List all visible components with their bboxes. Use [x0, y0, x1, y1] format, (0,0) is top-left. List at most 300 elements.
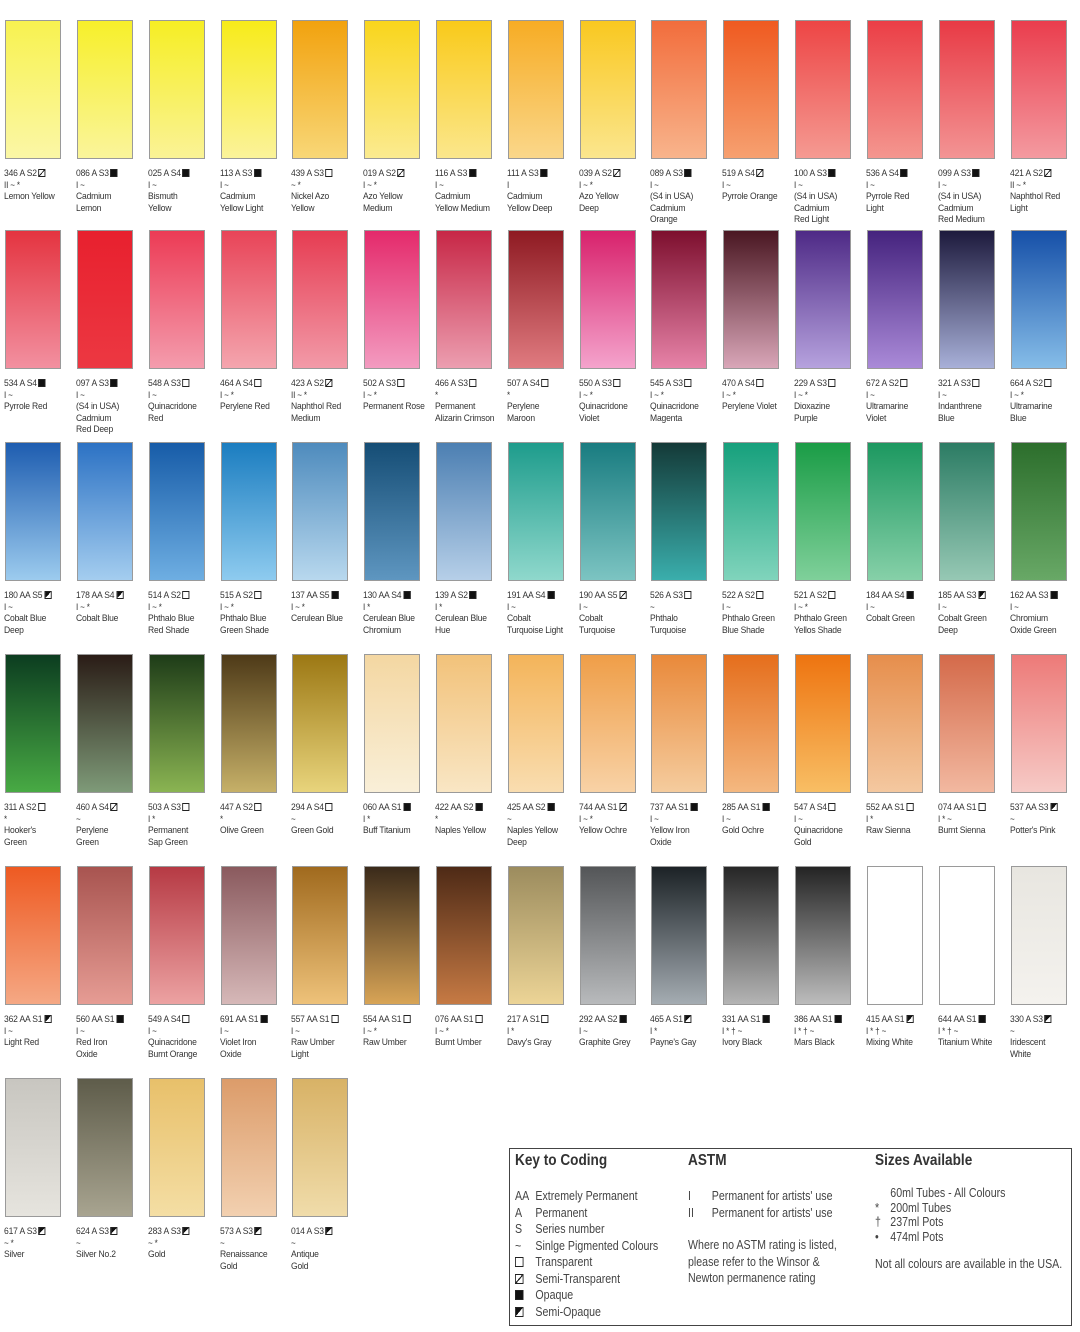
- colour-code: 039 A S2: [579, 168, 612, 179]
- colour-code: 534 A S4: [4, 378, 37, 389]
- colour-swatch: [580, 230, 636, 369]
- transparent-symbol-icon: [326, 803, 333, 811]
- colour-name: Red Deep: [76, 424, 114, 435]
- astm-rating: I *: [435, 601, 443, 612]
- astm-rating: I * † ~: [938, 1025, 959, 1036]
- swatch-label: [291, 1226, 350, 1272]
- swatch-label: [938, 590, 997, 636]
- colour-swatch: [149, 20, 205, 159]
- colour-name: Quinacridone: [650, 401, 699, 412]
- colour-code: 464 A S4: [220, 378, 253, 389]
- colour-code: 184 AA S4: [866, 590, 905, 601]
- swatch-label: [866, 1014, 925, 1049]
- colour-name: Cadmium: [938, 202, 974, 214]
- opaque-symbol-icon: [762, 803, 769, 811]
- colour-swatch: [1011, 866, 1067, 1005]
- astm-rating: I *: [148, 813, 156, 824]
- astm-rating: I *: [363, 601, 371, 612]
- colour-name: Green Shade: [220, 624, 269, 636]
- colour-name: Maroon: [507, 412, 535, 424]
- opaque-symbol-icon: [685, 169, 692, 177]
- opaque-symbol-icon: [978, 1015, 985, 1023]
- colour-swatch: [1011, 230, 1067, 369]
- astm-rating: I ~ *: [1010, 389, 1024, 400]
- key-code: A: [515, 1205, 523, 1220]
- colour-swatch: [580, 442, 636, 581]
- astm-rating: I ~ *: [794, 601, 808, 612]
- astm-rating: I ~ *: [363, 179, 377, 190]
- colour-name: Burnt Umber: [435, 1037, 482, 1048]
- astm-note-line: Where no ASTM rating is listed,: [688, 1238, 837, 1252]
- key-code: [515, 1288, 535, 1302]
- colour-code: 089 A S3: [650, 168, 683, 179]
- semi-transparent-symbol-icon: [1045, 169, 1052, 177]
- key-row: [515, 1305, 601, 1319]
- colour-name: Mars Black: [794, 1037, 835, 1048]
- key-code: •: [875, 1229, 879, 1244]
- colour-name: Red Light: [794, 214, 829, 225]
- astm-rating: I ~: [148, 389, 157, 400]
- colour-name: Violet: [866, 412, 887, 424]
- astm-rating: I ~: [866, 179, 875, 190]
- key-row: [515, 1272, 620, 1286]
- swatch-label: [507, 590, 566, 636]
- colour-name: Cobalt: [579, 613, 603, 624]
- colour-name: Green: [4, 836, 27, 848]
- colour-swatch: [1011, 654, 1067, 793]
- key-row: [688, 1189, 833, 1203]
- colour-swatch: [867, 20, 923, 159]
- opaque-symbol-icon: [116, 1015, 123, 1023]
- astm-rating: I ~: [866, 389, 875, 400]
- colour-code: 545 A S3: [650, 378, 683, 389]
- astm-rating: I ~: [148, 179, 157, 190]
- colour-code: 522 A S2: [722, 590, 755, 601]
- astm-rating: I ~ *: [291, 601, 305, 612]
- opaque-symbol-icon: [111, 169, 118, 177]
- colour-name: Bismuth: [148, 191, 178, 202]
- colour-swatch: [651, 654, 707, 793]
- colour-swatch: [723, 230, 779, 369]
- colour-code: 100 A S3: [794, 168, 827, 179]
- astm-rating: I ~: [579, 601, 588, 612]
- colour-name: Red Iron: [76, 1037, 108, 1048]
- colour-swatch: [508, 654, 564, 793]
- swatch-label: [650, 802, 709, 848]
- colour-name: Raw Sienna: [866, 825, 911, 836]
- colour-name: Cadmium: [794, 202, 830, 214]
- transparent-symbol-icon: [829, 591, 836, 599]
- swatch-label: [794, 168, 853, 226]
- colour-name: Gold: [291, 1260, 309, 1272]
- colour-name: Oxide Green: [1010, 624, 1057, 636]
- astm-rating: I ~: [938, 179, 947, 190]
- semi-opaque-symbol-icon: [111, 1227, 118, 1235]
- astm-rating: I ~: [1010, 601, 1019, 612]
- colour-swatch: [436, 654, 492, 793]
- colour-swatch: [5, 442, 61, 581]
- colour-name: Turquoise Light: [507, 624, 563, 636]
- astm-rating: I ~: [794, 179, 803, 190]
- semi-transparent-symbol-icon: [619, 803, 626, 811]
- astm-rating: I ~ *: [220, 601, 234, 612]
- astm-rating: I ~: [4, 389, 13, 400]
- colour-name: Phthalo Green: [722, 613, 775, 624]
- astm-rating: I * ~: [938, 813, 952, 824]
- astm-rating: I ~: [76, 1025, 85, 1036]
- colour-swatch: [651, 866, 707, 1005]
- sizes-note: Not all colours are available in the USA.: [875, 1257, 1063, 1271]
- astm-rating: ~: [291, 1237, 296, 1248]
- colour-name: Gold: [794, 836, 812, 848]
- colour-code: 421 A S2: [1010, 168, 1043, 179]
- semi-transparent-symbol-icon: [515, 1274, 524, 1284]
- colour-name: Cobalt: [507, 613, 531, 624]
- opaque-symbol-icon: [834, 1015, 841, 1023]
- astm-rating: II ~ *: [1010, 179, 1026, 190]
- colour-name: Cobalt Blue: [76, 613, 119, 624]
- astm-rating: I ~: [866, 601, 875, 612]
- colour-swatch: [939, 230, 995, 369]
- colour-code: 330 A S3: [1010, 1014, 1043, 1025]
- swatch-label: [579, 590, 638, 636]
- key-row: [515, 1189, 638, 1203]
- opaque-symbol-icon: [690, 803, 697, 811]
- colour-name: Yellow Deep: [507, 202, 553, 214]
- swatch-label: [507, 802, 566, 848]
- colour-name: Cobalt Blue: [4, 613, 47, 624]
- colour-code: 552 AA S1: [866, 802, 905, 813]
- astm-rating: I ~: [220, 1025, 229, 1036]
- astm-rating: I ~ *: [579, 813, 593, 824]
- colour-code: 547 A S4: [794, 802, 827, 813]
- swatch-label: [4, 590, 63, 636]
- swatch-label: [76, 168, 135, 214]
- astm-rating: ~ *: [4, 1237, 14, 1248]
- colour-swatch: [77, 1078, 133, 1217]
- colour-swatch: [723, 20, 779, 159]
- swatch-label: [4, 378, 63, 413]
- colour-name: Cadmium: [650, 202, 686, 214]
- transparent-symbol-icon: [403, 1015, 410, 1023]
- colour-swatch: [508, 866, 564, 1005]
- colour-code: 099 A S3: [938, 168, 971, 179]
- colour-swatch: [292, 1078, 348, 1217]
- colour-code: 737 AA S1: [650, 802, 689, 813]
- colour-swatch: [939, 442, 995, 581]
- astm-rating: I ~: [722, 813, 731, 824]
- transparent-symbol-icon: [255, 803, 262, 811]
- semi-opaque-symbol-icon: [1045, 1015, 1052, 1023]
- opaque-symbol-icon: [254, 169, 261, 177]
- transparent-symbol-icon: [183, 591, 190, 599]
- transparent-symbol-icon: [183, 1015, 190, 1023]
- swatch-label: [794, 378, 853, 424]
- colour-name: Permanent: [435, 401, 476, 412]
- colour-swatch: [292, 442, 348, 581]
- colour-swatch: [1011, 442, 1067, 581]
- colour-code: 460 A S4: [76, 802, 109, 813]
- astm-rating: I ~ *: [148, 601, 162, 612]
- transparent-symbol-icon: [829, 803, 836, 811]
- colour-name: Orange: [650, 214, 678, 225]
- colour-name: Pyrrole Orange: [722, 191, 778, 202]
- colour-name: Azo Yellow: [579, 191, 619, 202]
- colour-code: 346 A S2: [4, 168, 37, 179]
- swatch-label: [291, 590, 350, 625]
- astm-rating: ~ *: [291, 179, 301, 190]
- swatch-label: [220, 378, 279, 413]
- key-row: [515, 1288, 573, 1302]
- colour-name: White: [1010, 1048, 1031, 1060]
- colour-code: 664 A S2: [1010, 378, 1043, 389]
- key-code: [515, 1305, 535, 1319]
- colour-code: 060 AA S1: [363, 802, 402, 813]
- swatch-label: [4, 168, 63, 203]
- astm-rating: ~: [1010, 1025, 1015, 1036]
- key-row: [875, 1230, 943, 1244]
- colour-swatch: [651, 20, 707, 159]
- colour-swatch: [580, 654, 636, 793]
- opaque-symbol-icon: [619, 1015, 626, 1023]
- astm-rating: I ~: [4, 601, 13, 612]
- colour-name: Yellow: [148, 202, 172, 214]
- colour-name: Pyrrole Red: [866, 191, 910, 202]
- colour-code: 111 A S3: [507, 168, 539, 179]
- astm-rating: I ~: [76, 179, 85, 190]
- key-row: [515, 1255, 592, 1269]
- astm-rating: ~: [1010, 813, 1015, 824]
- opaque-symbol-icon: [111, 379, 118, 387]
- colour-code: 672 A S2: [866, 378, 899, 389]
- colour-code: 554 AA S1: [363, 1014, 402, 1025]
- astm-rating: ~ *: [148, 1237, 158, 1248]
- semi-opaque-symbol-icon: [255, 1227, 262, 1235]
- opaque-symbol-icon: [762, 1015, 769, 1023]
- colour-name: Chromium: [363, 624, 401, 636]
- astm-rating: I ~: [4, 1025, 13, 1036]
- colour-code: 113 A S3: [220, 168, 253, 179]
- colour-swatch: [723, 654, 779, 793]
- semi-transparent-symbol-icon: [614, 169, 621, 177]
- swatch-label: [363, 168, 422, 214]
- swatch-label: [938, 168, 997, 226]
- swatch-label: [148, 1014, 207, 1060]
- astm-rating: I ~: [722, 179, 731, 190]
- colour-swatch: [867, 442, 923, 581]
- key-code: [515, 1272, 535, 1286]
- colour-swatch: [77, 442, 133, 581]
- colour-name: Phthalo: [650, 613, 678, 624]
- swatch-label: [148, 590, 207, 636]
- colour-code: 217 A S1: [507, 1014, 540, 1025]
- colour-name: Cadmium: [76, 412, 112, 424]
- swatch-label: [794, 802, 853, 848]
- colour-name: Magenta: [650, 412, 683, 424]
- colour-swatch: [364, 866, 420, 1005]
- semi-opaque-symbol-icon: [326, 1227, 333, 1235]
- key-panel: [509, 1148, 1072, 1326]
- semi-transparent-symbol-icon: [111, 803, 118, 811]
- swatch-label: [435, 802, 494, 837]
- colour-name: Oxide: [76, 1048, 98, 1060]
- opaque-symbol-icon: [547, 591, 554, 599]
- opaque-symbol-icon: [260, 1015, 267, 1023]
- colour-swatch: [5, 230, 61, 369]
- colour-code: 423 A S2: [291, 378, 324, 389]
- colour-name: Quinacridone: [794, 825, 843, 836]
- key-row: [688, 1206, 833, 1220]
- colour-name: Purple: [794, 412, 818, 424]
- colour-name: Cobalt Green: [938, 613, 987, 624]
- astm-rating: I * † ~: [722, 1025, 743, 1036]
- swatch-label: [722, 1014, 781, 1049]
- colour-code: 185 AA S3: [938, 590, 977, 601]
- colour-swatch: [508, 20, 564, 159]
- colour-swatch: [795, 654, 851, 793]
- colour-code: 229 A S3: [794, 378, 827, 389]
- key-row: [515, 1206, 587, 1220]
- colour-swatch: [364, 20, 420, 159]
- colour-code: 536 A S4: [866, 168, 899, 179]
- key-code: ~: [515, 1238, 522, 1253]
- swatch-label: [1010, 168, 1069, 214]
- colour-code: 519 A S4: [722, 168, 755, 179]
- swatch-label: [579, 168, 638, 214]
- transparent-symbol-icon: [470, 379, 477, 387]
- colour-name: Permanent Rose: [363, 401, 425, 412]
- colour-code: 362 AA S1: [4, 1014, 43, 1025]
- key-row: [875, 1186, 1005, 1200]
- colour-swatch: [436, 20, 492, 159]
- colour-name: Red Shade: [148, 624, 190, 636]
- colour-name: Naples Yellow: [435, 825, 486, 836]
- colour-name: Medium: [291, 412, 321, 424]
- colour-code: 470 A S4: [722, 378, 755, 389]
- colour-code: 425 AA S2: [507, 802, 546, 813]
- transparent-symbol-icon: [973, 379, 980, 387]
- opaque-symbol-icon: [829, 169, 836, 177]
- colour-code: 617 A S3: [4, 1226, 37, 1237]
- colour-name: Indanthrene: [938, 401, 982, 412]
- colour-code: 285 AA S1: [722, 802, 761, 813]
- astm-rating: I ~: [579, 1025, 588, 1036]
- colour-name: Turquoise: [579, 624, 616, 636]
- key-label: Permanent: [535, 1205, 588, 1220]
- swatch-label: [291, 168, 350, 214]
- swatch-label: [507, 378, 566, 424]
- swatch-label: [363, 802, 422, 837]
- colour-name: Gold: [220, 1260, 238, 1272]
- swatch-label: [722, 168, 781, 203]
- colour-name: Lemon Yellow: [4, 191, 55, 202]
- colour-name: Naples Yellow: [507, 825, 558, 836]
- colour-swatch: [149, 1078, 205, 1217]
- semi-opaque-symbol-icon: [44, 1015, 51, 1023]
- colour-name: Dioxazine: [794, 401, 830, 412]
- transparent-symbol-icon: [1045, 379, 1052, 387]
- opaque-symbol-icon: [470, 591, 477, 599]
- colour-name: Turquoise: [650, 624, 687, 636]
- astm-rating: I ~: [938, 389, 947, 400]
- colour-swatch: [149, 230, 205, 369]
- swatch-label: [866, 802, 925, 837]
- swatch-label: [722, 590, 781, 636]
- colour-code: 019 A S2: [363, 168, 396, 179]
- colour-swatch: [292, 230, 348, 369]
- colour-code: 076 AA S1: [435, 1014, 474, 1025]
- colour-name: Medium: [363, 202, 393, 214]
- colour-name: Pyrrole Red: [4, 401, 48, 412]
- transparent-symbol-icon: [515, 1257, 524, 1267]
- colour-code: 507 A S4: [507, 378, 540, 389]
- colour-swatch: [580, 20, 636, 159]
- colour-code: 025 A S4: [148, 168, 181, 179]
- colour-name: Phthalo Green: [794, 613, 847, 624]
- astm-rating: *: [435, 389, 438, 400]
- swatch-label: [794, 590, 853, 636]
- astm-rating: I ~: [220, 179, 229, 190]
- swatch-label: [76, 1014, 135, 1060]
- colour-swatch: [651, 442, 707, 581]
- colour-swatch: [221, 442, 277, 581]
- colour-swatch: [221, 230, 277, 369]
- swatch-label: [76, 590, 135, 625]
- colour-swatch: [436, 866, 492, 1005]
- colour-name: Silver: [4, 1249, 25, 1260]
- swatch-label: [866, 378, 925, 424]
- key-row: [515, 1239, 658, 1253]
- astm-rating: ~: [650, 601, 655, 612]
- swatch-label: [650, 590, 709, 636]
- astm-rating: I ~: [938, 601, 947, 612]
- swatch-label: [76, 802, 135, 848]
- key-label: Permanent for artists' use: [711, 1205, 833, 1220]
- semi-transparent-symbol-icon: [757, 169, 764, 177]
- colour-code: 439 A S3: [291, 168, 324, 179]
- sizes-title: Sizes Available: [875, 1152, 973, 1169]
- astm-rating: I ~: [650, 179, 659, 190]
- colour-swatch: [221, 654, 277, 793]
- astm-rating: I ~: [722, 601, 731, 612]
- transparent-symbol-icon: [38, 803, 45, 811]
- colour-name: Azo Yellow: [363, 191, 403, 202]
- swatch-label: [220, 1014, 279, 1060]
- astm-rating: I *: [363, 813, 371, 824]
- swatch-label: [220, 802, 279, 837]
- colour-swatch: [292, 866, 348, 1005]
- colour-swatch: [364, 442, 420, 581]
- key-label: Sinlge Pigmented Colours: [535, 1238, 659, 1253]
- colour-code: 386 AA S1: [794, 1014, 833, 1025]
- swatch-label: [363, 1014, 422, 1049]
- astm-rating: II ~ *: [4, 179, 20, 190]
- opaque-symbol-icon: [183, 169, 190, 177]
- colour-swatch: [867, 866, 923, 1005]
- colour-swatch: [436, 442, 492, 581]
- colour-code: 014 A S3: [291, 1226, 324, 1237]
- key-code: II: [688, 1205, 694, 1220]
- colour-name: Quinacridone: [579, 401, 628, 412]
- colour-code: 311 A S2: [4, 802, 37, 813]
- colour-code: 515 A S2: [220, 590, 253, 601]
- astm-rating: I *: [650, 1025, 658, 1036]
- key-code: †: [875, 1215, 881, 1229]
- semi-opaque-symbol-icon: [978, 591, 985, 599]
- astm-rating: ~: [76, 1237, 81, 1248]
- semi-opaque-symbol-icon: [183, 1227, 190, 1235]
- astm-rating: ~: [291, 813, 296, 824]
